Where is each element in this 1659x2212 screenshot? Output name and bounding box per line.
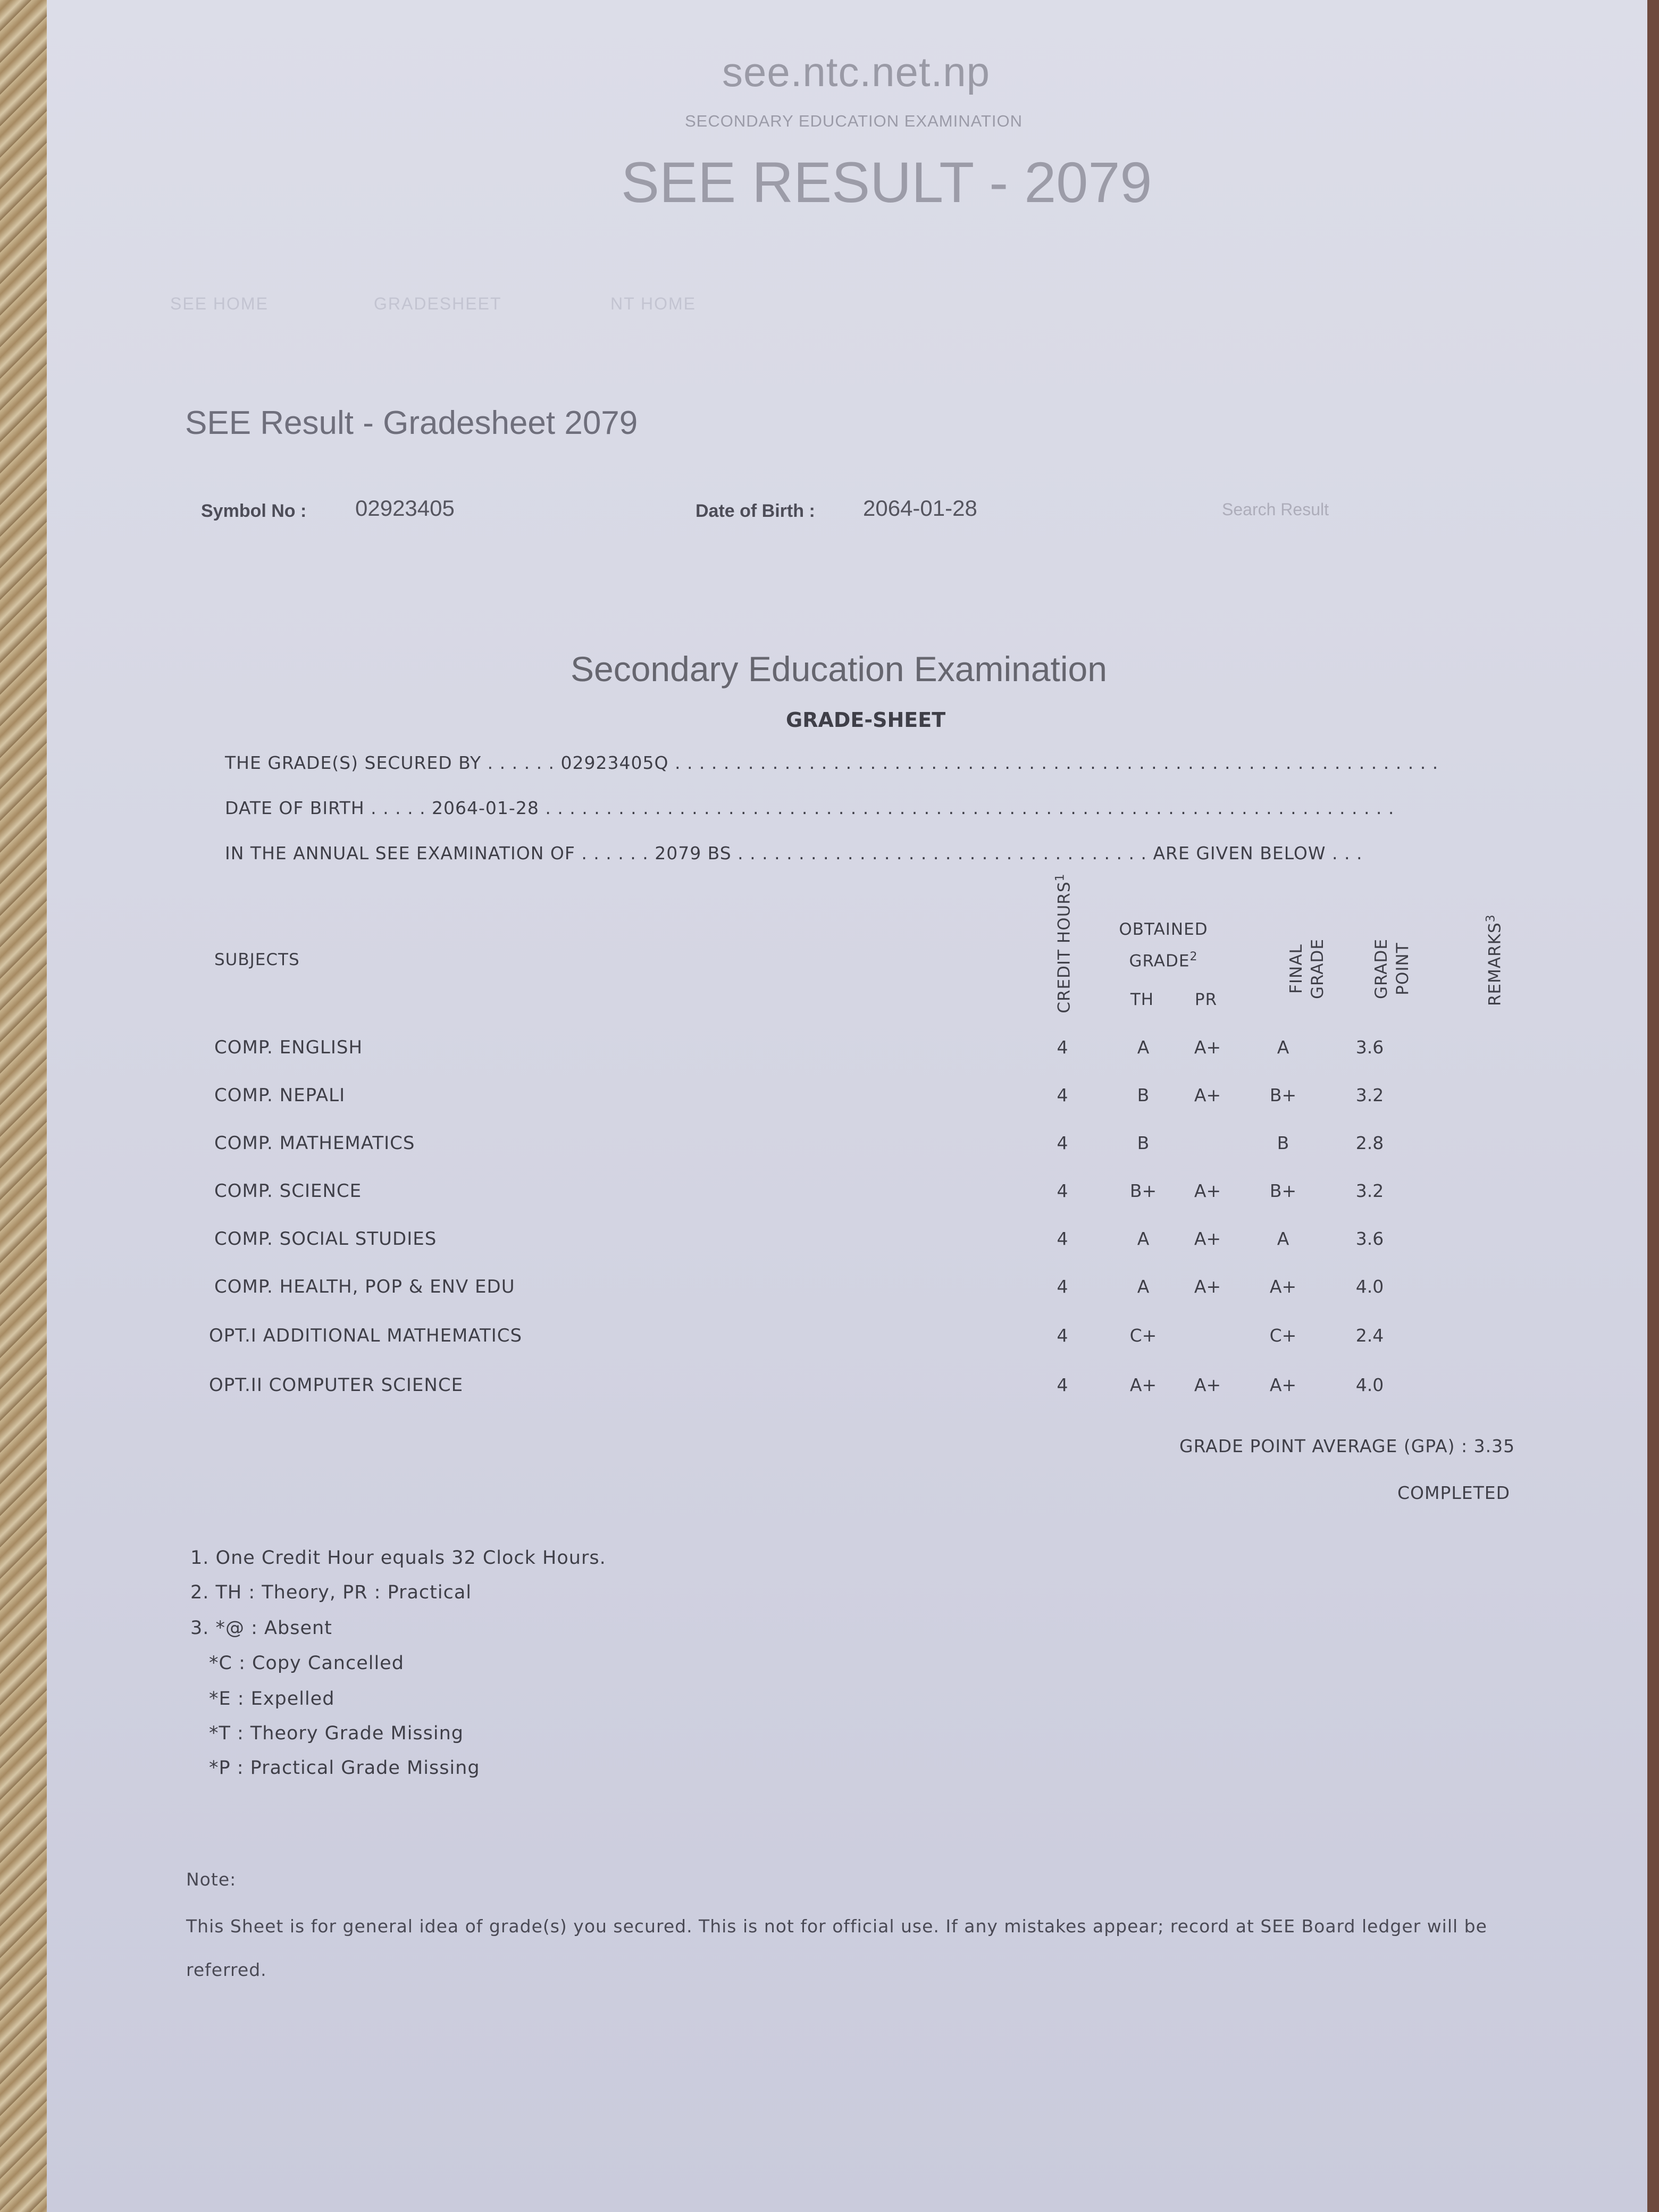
header-final-grade: FINAL GRADE — [1287, 939, 1327, 999]
grade-point-cell: 2.4 — [1355, 1325, 1384, 1346]
site-subtitle: SECONDARY EDUCATION EXAMINATION — [685, 112, 1023, 130]
nav-gradesheet[interactable]: GRADESHEET — [374, 294, 502, 313]
footnote-absent: 3. *@ : Absent — [190, 1618, 332, 1639]
header-grade-point: GRADE POINT — [1372, 939, 1412, 999]
subject-name: COMP. ENGLISH — [214, 1037, 363, 1058]
subject-name: OPT.I ADDITIONAL MATHEMATICS — [209, 1325, 523, 1346]
dob-line: DATE OF BIRTH . . . . . 2064-01-28 . . . . . . . . . . . . . . . . . . . . . . . . . . . . . . . . . . . . . . . . . . . . . . . . . . . . . . . . . . . . . . . . . . . . . . — [225, 798, 1395, 818]
header-th: TH — [1130, 990, 1154, 1009]
footnote-expelled: *E : Expelled — [209, 1688, 335, 1710]
subject-name: OPT.II COMPUTER SCIENCE — [209, 1375, 464, 1396]
credit-hours-cell: 4 — [1057, 1037, 1068, 1058]
symbol-field[interactable]: 02923405 — [355, 496, 455, 521]
pr-grade-cell: A+ — [1194, 1180, 1221, 1201]
pr-grade-cell: A+ — [1194, 1228, 1221, 1249]
grade-point-cell: 4.0 — [1355, 1375, 1384, 1395]
sheet-title: Secondary Education Examination — [571, 649, 1107, 689]
footnote-credit-hour: 1. One Credit Hour equals 32 Clock Hours. — [190, 1547, 606, 1569]
pr-grade-cell: A+ — [1194, 1375, 1221, 1395]
th-grade-cell: A — [1137, 1276, 1150, 1297]
exam-line: IN THE ANNUAL SEE EXAMINATION OF . . . . . . 2079 BS . . . . . . . . . . . . . . . . . . . . . . . . . . . . . . . . . . ARE GIVEN BELOW . . . — [225, 843, 1363, 864]
gpa-line: GRADE POINT AVERAGE (GPA) : 3.35 — [1179, 1436, 1515, 1456]
credit-hours-cell: 4 — [1057, 1325, 1068, 1346]
th-grade-cell: A — [1137, 1037, 1150, 1058]
th-grade-cell: B — [1137, 1085, 1150, 1105]
note-text: This Sheet is for general idea of grade(s) you secured. This is not for official use. If any mistakes appear; record at SEE Board ledger will be referred. — [186, 1916, 1487, 1980]
final-grade-cell: C+ — [1269, 1325, 1297, 1346]
grade-point-cell: 4.0 — [1355, 1276, 1384, 1297]
site-title: SEE RESULT - 2079 — [621, 150, 1152, 214]
final-grade-cell: A+ — [1269, 1276, 1297, 1297]
grade-point-cell: 2.8 — [1355, 1133, 1384, 1153]
footnote-th-pr: 2. TH : Theory, PR : Practical — [190, 1582, 472, 1603]
credit-hours-cell: 4 — [1057, 1228, 1068, 1249]
grade-point-cell: 3.2 — [1355, 1180, 1384, 1201]
footnote-practical-missing: *P : Practical Grade Missing — [209, 1757, 480, 1779]
subject-name: COMP. SCIENCE — [214, 1180, 362, 1202]
grade-point-cell: 3.6 — [1355, 1037, 1384, 1058]
th-grade-cell: A+ — [1129, 1375, 1157, 1395]
header-pr: PR — [1194, 990, 1218, 1009]
dob-label: Date of Birth : — [696, 501, 815, 521]
credit-hours-cell: 4 — [1057, 1276, 1068, 1297]
nav-see-home[interactable]: SEE HOME — [170, 294, 269, 313]
final-grade-cell: A — [1277, 1228, 1289, 1249]
final-grade-cell: A+ — [1269, 1375, 1297, 1395]
subject-name: COMP. HEALTH, POP & ENV EDU — [214, 1276, 515, 1297]
footnote-theory-missing: *T : Theory Grade Missing — [209, 1723, 464, 1744]
header-subjects: SUBJECTS — [214, 950, 300, 969]
pr-grade-cell: A+ — [1194, 1037, 1221, 1058]
grade-point-cell: 3.6 — [1355, 1228, 1384, 1249]
header-credit-hours: CREDIT HOURS$^1$ — [1053, 873, 1074, 1013]
final-grade-cell: A — [1277, 1037, 1289, 1058]
credit-hours-cell: 4 — [1057, 1180, 1068, 1201]
th-grade-cell: A — [1137, 1228, 1150, 1249]
credit-hours-cell: 4 — [1057, 1375, 1068, 1395]
pr-grade-cell: A+ — [1194, 1085, 1221, 1105]
search-result-button[interactable]: Search Result — [1222, 500, 1329, 519]
pr-grade-cell: A+ — [1194, 1276, 1221, 1297]
th-grade-cell: B — [1137, 1133, 1150, 1153]
credit-hours-cell: 4 — [1057, 1085, 1068, 1105]
th-grade-cell: C+ — [1129, 1325, 1157, 1346]
printed-page — [47, 0, 1647, 2212]
subject-name: COMP. MATHEMATICS — [214, 1133, 415, 1154]
note-label: Note: — [186, 1869, 237, 1890]
page-title: SEE Result - Gradesheet 2079 — [185, 405, 638, 441]
final-grade-cell: B+ — [1269, 1180, 1297, 1201]
background-fabric — [0, 0, 51, 2212]
header-obtained-grade: OBTAINED GRADE$^2$ — [1119, 920, 1208, 971]
background-edge — [1646, 0, 1659, 2212]
symbol-label: Symbol No : — [201, 501, 307, 521]
header-remarks: REMARKS$^3$ — [1484, 914, 1505, 1006]
subject-name: COMP. NEPALI — [214, 1085, 346, 1106]
secured-by-line: THE GRADE(S) SECURED BY . . . . . . 02923405Q . . . . . . . . . . . . . . . . . . . . . . . . . . . . . . . . . . . . . . . . . . . . . . . . . . . . . . . . . . . . . . . — [225, 752, 1439, 773]
dob-field[interactable]: 2064-01-28 — [863, 496, 977, 521]
result-status: COMPLETED — [1397, 1482, 1511, 1503]
final-grade-cell: B — [1277, 1133, 1289, 1153]
nav-nt-home[interactable]: NT HOME — [610, 294, 696, 313]
th-grade-cell: B+ — [1129, 1180, 1157, 1201]
subject-name: COMP. SOCIAL STUDIES — [214, 1228, 437, 1250]
sheet-subtitle: GRADE-SHEET — [786, 708, 946, 732]
final-grade-cell: B+ — [1269, 1085, 1297, 1105]
credit-hours-cell: 4 — [1057, 1133, 1068, 1153]
footnote-copy-cancelled: *C : Copy Cancelled — [209, 1653, 404, 1674]
grade-point-cell: 3.2 — [1355, 1085, 1384, 1105]
site-url: see.ntc.net.np — [722, 48, 991, 95]
